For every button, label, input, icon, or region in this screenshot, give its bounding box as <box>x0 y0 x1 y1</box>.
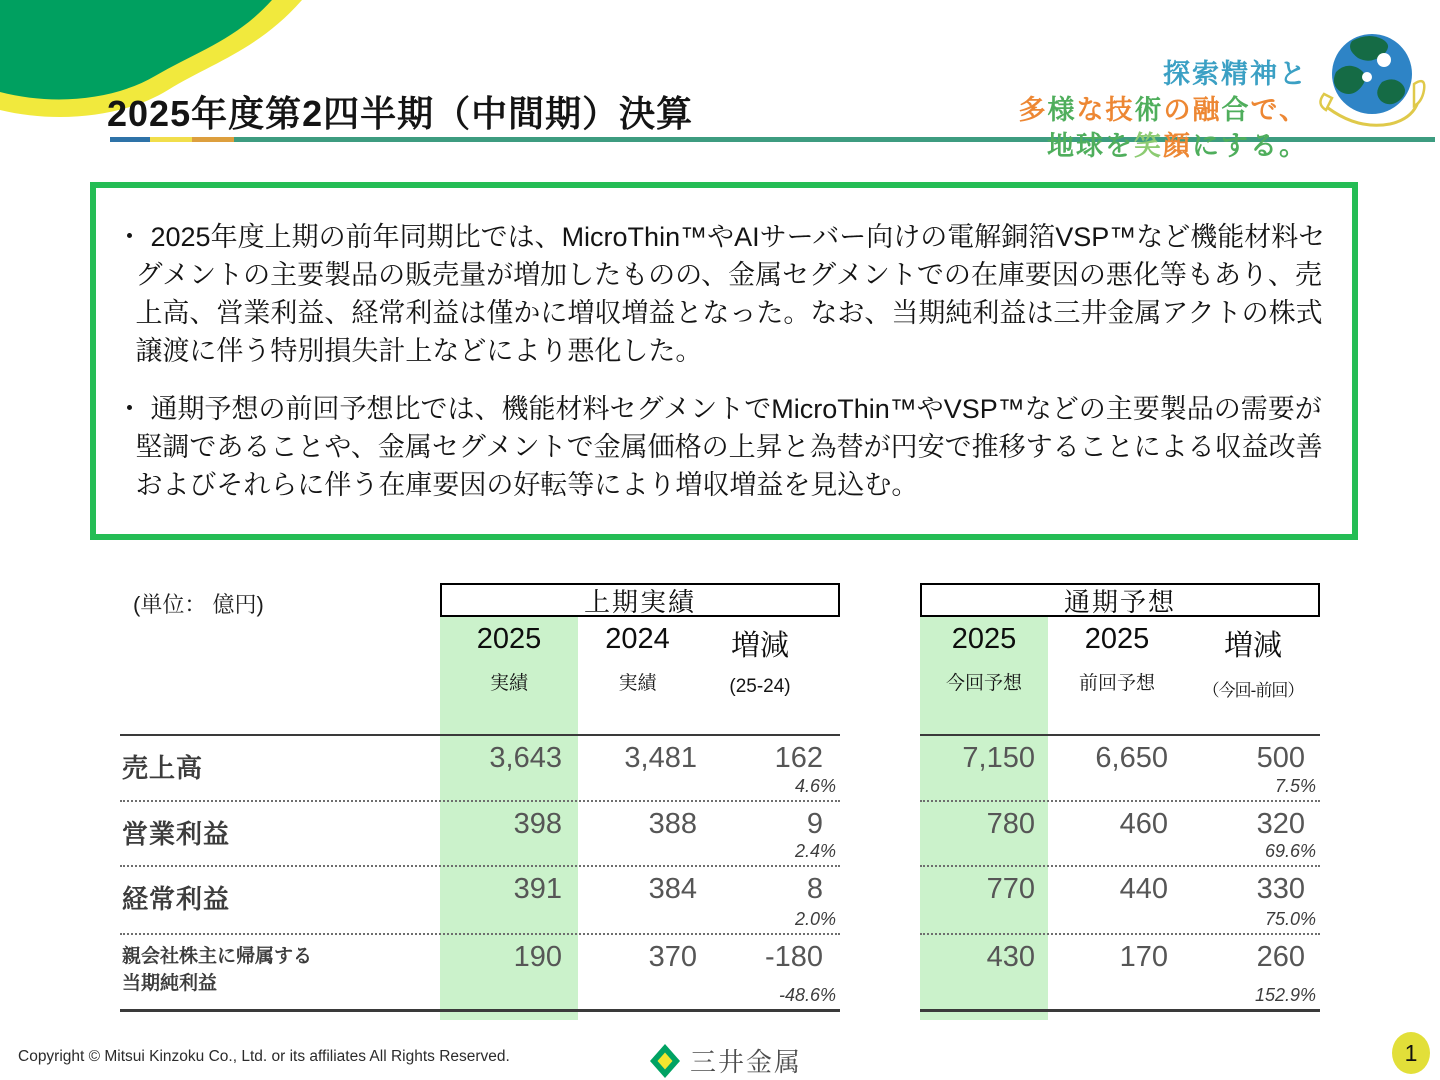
brand-slogan <box>1019 56 1308 164</box>
table-row: 親会社株主に帰属する 当期純利益 190 370 -180 -48.6% <box>120 933 840 1009</box>
interim-table-rows <box>120 734 840 1012</box>
page-title: 2025年度第2四半期（中間期）決算 <box>107 93 694 134</box>
interim-results-table <box>120 583 840 1033</box>
earth-in-hands-icon <box>1318 24 1426 138</box>
table-row: 430 170 260 152.9% <box>920 933 1320 1009</box>
slogan-line-3: 地球を笑顔にする。 <box>1047 131 1308 161</box>
summary-bullet-2: ・ 通期予想の前回予想比では、機能材料セグメントでMicroThin™やVSP™などの主要製品の需要が堅調であることや、金属セグメントで金属価格の上昇と為替が円安で推移することによる収益改善およびそれらに伴う在庫要因の好転等により増収増益を見込む。 <box>116 394 1323 500</box>
unit-label: (単位： 億円) <box>133 592 264 617</box>
slogan-line-1: 探索精神と <box>1163 59 1308 89</box>
interim-col-2024: 2024 実績 <box>605 623 670 694</box>
company-logo <box>650 1042 802 1079</box>
fullyear-table-title: 通期予想 <box>920 583 1320 617</box>
underline-segment-orange <box>192 137 234 142</box>
underline-segment-yellow <box>150 137 192 142</box>
interim-table-title: 上期実績 <box>440 583 840 617</box>
fullyear-col-previous: 2025 前回予想 <box>1078 623 1155 694</box>
interim-col-diff: 増減 (25-24) <box>729 630 791 697</box>
table-row: 経常利益 391 384 8 2.0% <box>120 865 840 933</box>
table-row: 770 440 330 75.0% <box>920 865 1320 933</box>
fullyear-forecast-table <box>920 583 1320 1033</box>
underline-segment-blue <box>110 137 150 142</box>
fullyear-col-current: 2025 今回予想 <box>945 623 1022 694</box>
interim-col-2025: 2025 実績 <box>476 623 542 694</box>
company-logo-text: 三井金属 <box>690 1047 803 1077</box>
table-row: 780 460 320 69.6% <box>920 800 1320 865</box>
page-number-badge: 1 <box>1392 1032 1430 1074</box>
table-row: 7,150 6,650 500 7.5% <box>962 742 1316 796</box>
table-row: 営業利益 398 388 9 2.4% <box>120 800 840 865</box>
row-label-two-line: 親会社株主に帰属する 当期純利益 <box>122 946 313 994</box>
summary-bullet-1: ・ 2025年度上期の前年同期比では、MicroThin™やAIサーバー向けの電解銅箔VSP™など機能材料セグメントの主要製品の販売量が増加したものの、金属セグメントでの在庫要因の悪化等もあり、売上高、営業利益、経常利益は僅かに増収増益となった。なお、当期純利益は三井金属アクトの株式譲渡に伴う特別損失計上などにより悪化した。 <box>116 222 1326 366</box>
summary-box <box>90 182 1358 540</box>
fullyear-table-rows <box>920 734 1320 1012</box>
slogan-line-2: 多様な技術の融合で、 <box>1018 95 1308 125</box>
copyright-notice: Copyright © Mitsui Kinzoku Co., Ltd. or its affiliates All Rights Reserved. <box>18 1048 510 1065</box>
table-row: 売上高 3,643 3,481 162 4.6% <box>122 742 836 796</box>
mitsui-diamond-icon <box>650 1044 680 1078</box>
fullyear-col-diff: 増減 （今回-前回） <box>1202 630 1304 700</box>
